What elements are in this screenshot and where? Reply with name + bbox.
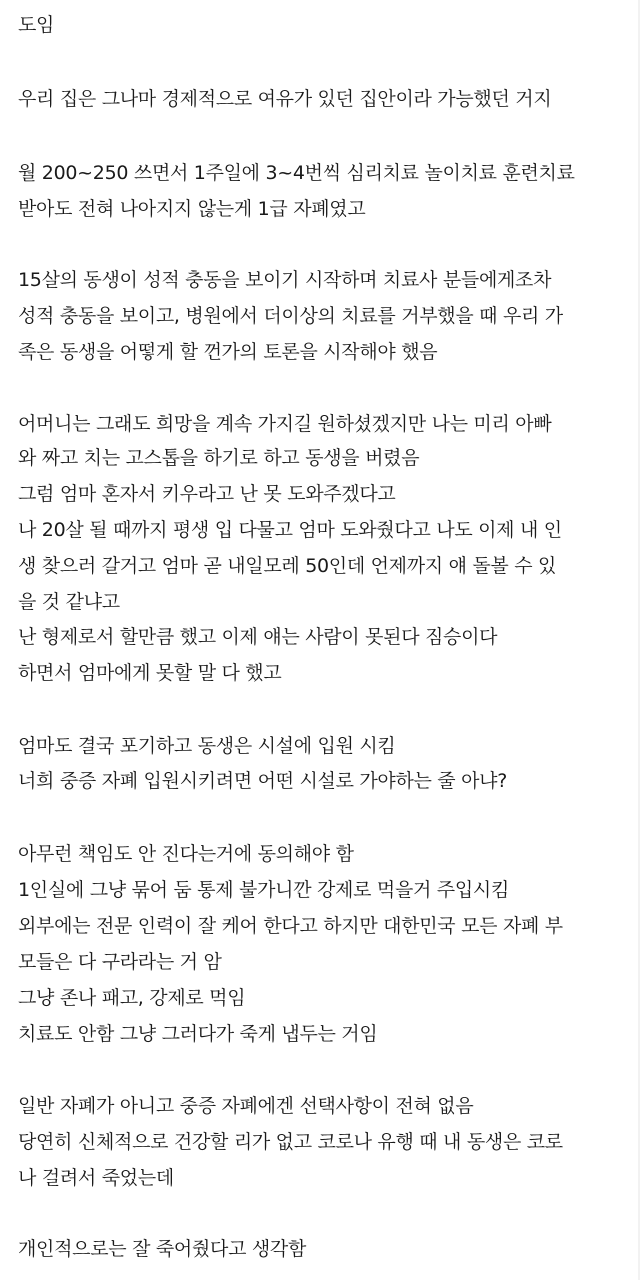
text-line: 모들은 다 구라라는 거 암 — [18, 951, 222, 973]
text-line: 나 걸려서 죽었는데 — [18, 1167, 174, 1189]
text-line: 받아도 전혀 나아지지 않는게 1급 자폐였고 — [18, 198, 366, 220]
text-line: 치료도 안함 그냥 그러다가 죽게 냅두는 거임 — [18, 1023, 378, 1045]
text-line: 와 짜고 치는 고스톱을 하기로 하고 동생을 버렸음 — [18, 447, 420, 469]
text-line: 그냥 존나 패고, 강제로 먹임 — [18, 987, 246, 1009]
text-line: 15살의 동생이 성적 충동을 보이기 시작하며 치료사 분들에게조차 — [18, 269, 552, 291]
text-line: 일반 자폐가 아니고 중증 자폐에겐 선택사항이 전혀 없음 — [18, 1095, 474, 1117]
text-line: 1인실에 그냥 묶어 둠 통제 불가니깐 강제로 먹을거 주입시킴 — [18, 879, 510, 901]
text-line: 개인적으로는 잘 죽어줬다고 생각함 — [18, 1238, 307, 1260]
text-line: 도임 — [18, 14, 55, 36]
text-line: 월 200~250 쓰면서 1주일에 3~4번씩 심리치료 놀이치료 훈련치료 — [18, 162, 575, 184]
text-line: 을 것 같냐고 — [18, 591, 120, 613]
text-line: 족은 동생을 어떻게 할 껀가의 토론을 시작해야 했음 — [18, 341, 438, 363]
text-line: 당연히 신체적으로 건강할 리가 없고 코로나 유행 때 내 동생은 코로 — [18, 1131, 563, 1153]
text-line: 그럼 엄마 혼자서 키우라고 난 못 도와주겠다고 — [18, 483, 396, 505]
text-line: 외부에는 전문 인력이 잘 케어 한다고 하지만 대한민국 모든 자폐 부 — [18, 915, 563, 937]
text-line: 엄마도 결국 포기하고 동생은 시설에 입원 시킴 — [18, 735, 396, 757]
text-line: 생 찾으러 갈거고 엄마 곧 내일모레 50인데 언제까지 얘 돌볼 수 있 — [18, 555, 557, 577]
text-line: 너희 중증 자폐 입원시키려면 어떤 시설로 가야하는 줄 아냐? — [18, 770, 507, 792]
text-line: 하면서 엄마에게 못할 말 다 했고 — [18, 662, 282, 684]
text-line: 난 형제로서 할만큼 했고 이제 얘는 사람이 못된다 짐승이다 — [18, 626, 498, 648]
text-line: 나 20살 될 때까지 평생 입 다물고 엄마 도와줬다고 나도 이제 내 인 — [18, 519, 562, 541]
text-line: 어머니는 그래도 희망을 계속 가지길 원하셨겠지만 나는 미리 아빠 — [18, 413, 552, 435]
text-line: 아무런 책임도 안 진다는거에 동의해야 함 — [18, 843, 354, 865]
text-line: 성적 충동을 보이고, 병원에서 더이상의 치료를 거부했을 때 우리 가 — [18, 305, 563, 327]
text-line: 우리 집은 그나마 경제적으로 여유가 있던 집안이라 가능했던 거지 — [18, 88, 552, 110]
